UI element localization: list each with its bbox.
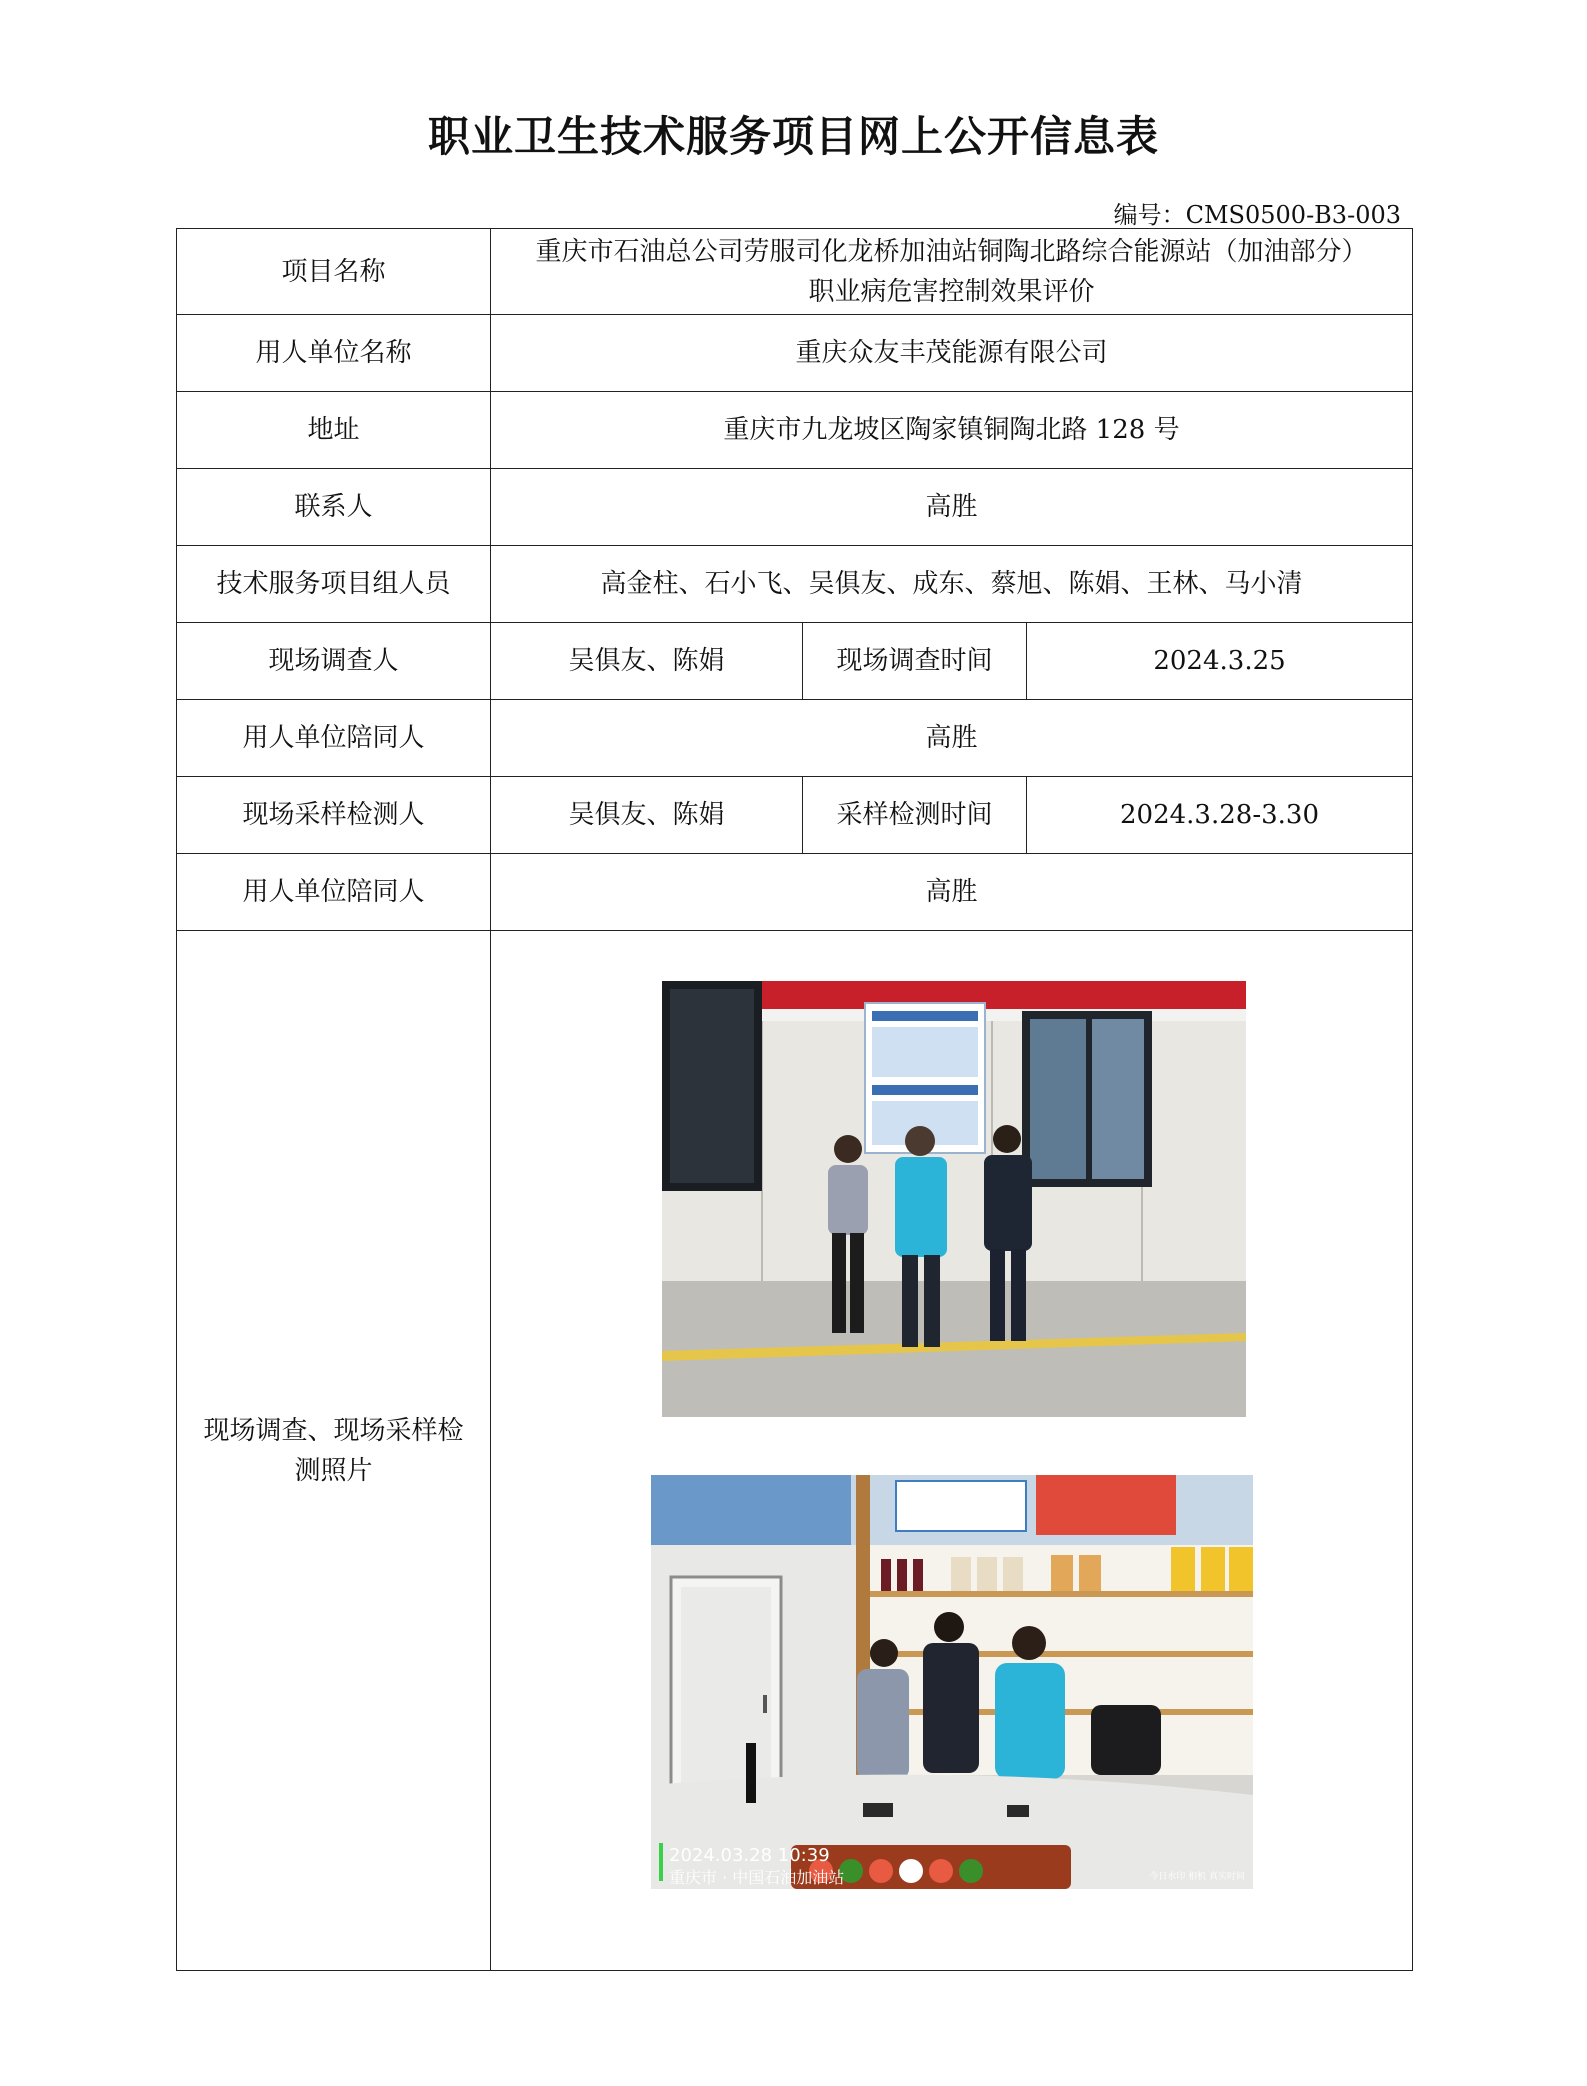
label-address: 地址 xyxy=(177,392,491,469)
row-team xyxy=(177,546,1413,623)
value-address: 重庆市九龙坡区陶家镇铜陶北路 128 号 xyxy=(491,392,1413,469)
label-sampling: 现场采样检测人 xyxy=(177,777,491,854)
sampling-photo xyxy=(651,1475,1253,1889)
label-project-name: 项目名称 xyxy=(177,229,491,315)
label-photos: 现场调查、现场采样检测照片 xyxy=(177,931,491,1971)
row-survey-escort xyxy=(177,700,1413,777)
value-contact: 高胜 xyxy=(491,469,1413,546)
promo-banner xyxy=(896,1481,1026,1531)
row-sampling-escort xyxy=(177,854,1413,931)
value-survey: 吴俱友、陈娟 xyxy=(491,623,803,700)
label-survey: 现场调查人 xyxy=(177,623,491,700)
label-sampling-time: 采样检测时间 xyxy=(803,777,1027,854)
office-chair xyxy=(1091,1705,1161,1775)
site-survey-photo-image xyxy=(662,981,1246,1417)
value-team: 高金柱、石小飞、吴俱友、成东、蔡旭、陈娟、王林、马小清 xyxy=(491,546,1413,623)
project-name-line-2: 职业病危害控制效果评价 xyxy=(808,276,1095,307)
pos-terminal xyxy=(863,1803,893,1817)
row-photos xyxy=(177,931,1413,1971)
document-code: 编号：CMS0500-B3-003 xyxy=(1113,201,1401,229)
info-table xyxy=(176,228,1413,1971)
value-sampling-time: 2024.3.28-3.30 xyxy=(1027,777,1413,854)
row-address xyxy=(177,392,1413,469)
photos-cell xyxy=(491,931,1413,1971)
label-employer: 用人单位名称 xyxy=(177,315,491,392)
label-sampling-escort: 用人单位陪同人 xyxy=(177,854,491,931)
value-project-name xyxy=(491,229,1413,315)
row-employer xyxy=(177,315,1413,392)
site-survey-photo xyxy=(662,981,1246,1417)
row-contact xyxy=(177,469,1413,546)
watermark-bar xyxy=(659,1843,663,1881)
label-survey-escort: 用人单位陪同人 xyxy=(177,700,491,777)
row-survey xyxy=(177,623,1413,700)
row-project-name xyxy=(177,229,1413,315)
project-name-line-1: 重庆市石油总公司劳服司化龙桥加油站铜陶北路综合能源站（加油部分） xyxy=(535,236,1368,267)
ceiling-left xyxy=(651,1475,851,1545)
page-title: 职业卫生技术服务项目网上公开信息表 xyxy=(427,112,1159,161)
row-sampling xyxy=(177,777,1413,854)
value-sampling-escort: 高胜 xyxy=(491,854,1413,931)
sampling-photo-image xyxy=(651,1475,1253,1889)
value-sampling: 吴俱友、陈娟 xyxy=(491,777,803,854)
value-survey-time: 2024.3.25 xyxy=(1027,623,1413,700)
photo-location: 重庆市 · 中国石油加油站 xyxy=(669,1868,845,1887)
value-survey-escort: 高胜 xyxy=(491,700,1413,777)
label-contact: 联系人 xyxy=(177,469,491,546)
walkie-talkie xyxy=(746,1743,756,1803)
label-survey-time: 现场调查时间 xyxy=(803,623,1027,700)
value-employer: 重庆众友丰茂能源有限公司 xyxy=(491,315,1413,392)
photo-timestamp: 2024.03.28 10:39 xyxy=(669,1845,830,1866)
photo-watermark: 今日水印 相机 真实时间 xyxy=(1149,1872,1245,1882)
label-team: 技术服务项目组人员 xyxy=(177,546,491,623)
